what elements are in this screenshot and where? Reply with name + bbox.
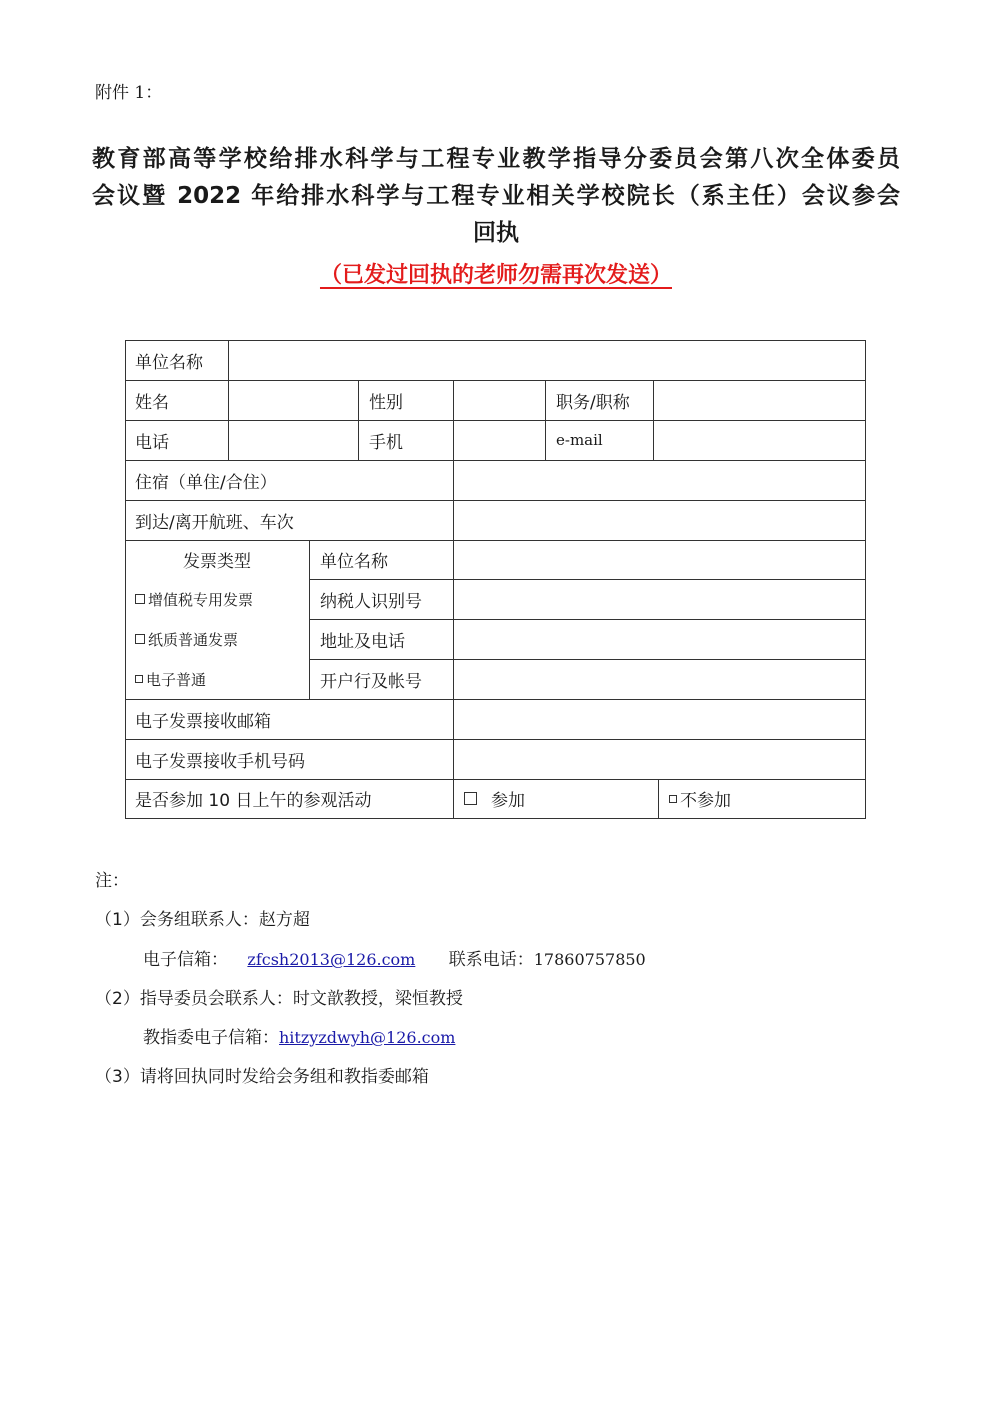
checkbox-not-attend[interactable] bbox=[669, 795, 677, 803]
gender-field[interactable] bbox=[454, 380, 545, 420]
unit-name-label: 单位名称 bbox=[135, 352, 203, 373]
title-line-2: 会议暨 2022 年给排水科学与工程专业相关学校院长（系主任）会议参会 bbox=[92, 183, 900, 209]
invoice-vat-option[interactable] bbox=[125, 579, 309, 619]
visit-question-label: 是否参加 10 日上午的参观活动 bbox=[135, 791, 372, 811]
invoice-email-field[interactable] bbox=[454, 699, 865, 739]
accommodation-label: 住宿（单住/合住） bbox=[135, 472, 277, 493]
notes-heading: 注： bbox=[95, 871, 129, 891]
checkbox-paper[interactable] bbox=[135, 634, 145, 644]
committee-email-link[interactable]: hitzyzdwyh@126.com bbox=[279, 1028, 456, 1047]
email-label: e-mail bbox=[556, 431, 603, 449]
contact-email-label: 电子信箱： bbox=[143, 950, 228, 970]
name-field[interactable] bbox=[229, 380, 358, 420]
bank-account-label: 开户行及帐号 bbox=[320, 671, 422, 692]
contact-email-line bbox=[143, 945, 646, 970]
gender-label: 性别 bbox=[369, 392, 403, 413]
mobile-field[interactable] bbox=[454, 420, 545, 460]
note-item-1: （1）会务组联系人：赵方超 bbox=[95, 910, 310, 930]
invoice-paper-option[interactable] bbox=[125, 619, 309, 659]
invoice-vat-label: 增值税专用发票 bbox=[148, 590, 254, 609]
invoice-unit-name-label: 单位名称 bbox=[320, 552, 388, 572]
not-attend-label: 不参加 bbox=[680, 791, 731, 811]
invoice-type-label: 发票类型 bbox=[183, 552, 251, 572]
unit-name-field[interactable] bbox=[229, 340, 865, 380]
checkbox-vat[interactable] bbox=[135, 594, 145, 604]
title-line-3: 回执 bbox=[473, 220, 519, 246]
committee-email-label: 教指委电子信箱： bbox=[143, 1028, 279, 1048]
invoice-electronic-option[interactable] bbox=[125, 659, 309, 699]
name-label: 姓名 bbox=[135, 392, 169, 413]
checkbox-electronic[interactable] bbox=[135, 675, 143, 683]
resend-notice bbox=[0, 258, 992, 289]
address-phone-label: 地址及电话 bbox=[320, 631, 405, 652]
attend-option[interactable] bbox=[454, 779, 658, 818]
checkbox-attend[interactable] bbox=[464, 792, 477, 805]
position-field[interactable] bbox=[654, 380, 865, 420]
position-label: 职务/职称 bbox=[556, 392, 630, 413]
invoice-unit-name-field[interactable] bbox=[454, 540, 865, 579]
email-field[interactable] bbox=[654, 420, 865, 460]
invoice-electronic-label: 电子普通 bbox=[146, 670, 207, 689]
flight-field[interactable] bbox=[454, 500, 865, 540]
note-item-3: （3）请将回执同时发给会务组和教指委邮箱 bbox=[95, 1067, 429, 1087]
bank-account-field[interactable] bbox=[454, 659, 865, 699]
contact-phone-value: 17860757850 bbox=[533, 950, 646, 969]
phone-field[interactable] bbox=[229, 420, 358, 460]
not-attend-option[interactable] bbox=[659, 779, 865, 818]
contact-email-link[interactable]: zfcsh2013@126.com bbox=[247, 950, 416, 969]
flight-label: 到达/离开航班、车次 bbox=[135, 512, 294, 533]
address-phone-field[interactable] bbox=[454, 619, 865, 659]
note-item-2: （2）指导委员会联系人：时文歆教授，梁恒教授 bbox=[95, 989, 463, 1009]
attachment-label: 附件 1： bbox=[95, 83, 163, 103]
contact-phone-label: 联系电话： bbox=[448, 950, 534, 970]
invoice-email-label: 电子发票接收邮箱 bbox=[135, 711, 271, 732]
taxpayer-id-label: 纳税人识别号 bbox=[320, 591, 422, 612]
attend-label: 参加 bbox=[491, 791, 525, 811]
title-line-1: 教育部高等学校给排水科学与工程专业教学指导分委员会第八次全体委员 bbox=[92, 146, 900, 172]
mobile-label: 手机 bbox=[369, 432, 403, 453]
accommodation-field[interactable] bbox=[454, 460, 865, 500]
invoice-mobile-field[interactable] bbox=[454, 739, 865, 779]
registration-form-table bbox=[125, 340, 866, 818]
taxpayer-id-field[interactable] bbox=[454, 579, 865, 619]
committee-email-line bbox=[143, 1023, 455, 1048]
phone-label: 电话 bbox=[135, 432, 169, 453]
invoice-mobile-label: 电子发票接收手机号码 bbox=[135, 751, 305, 772]
invoice-paper-label: 纸质普通发票 bbox=[148, 630, 239, 649]
resend-notice-text: （已发过回执的老师勿需再次发送） bbox=[319, 263, 672, 288]
page-title bbox=[92, 141, 900, 252]
